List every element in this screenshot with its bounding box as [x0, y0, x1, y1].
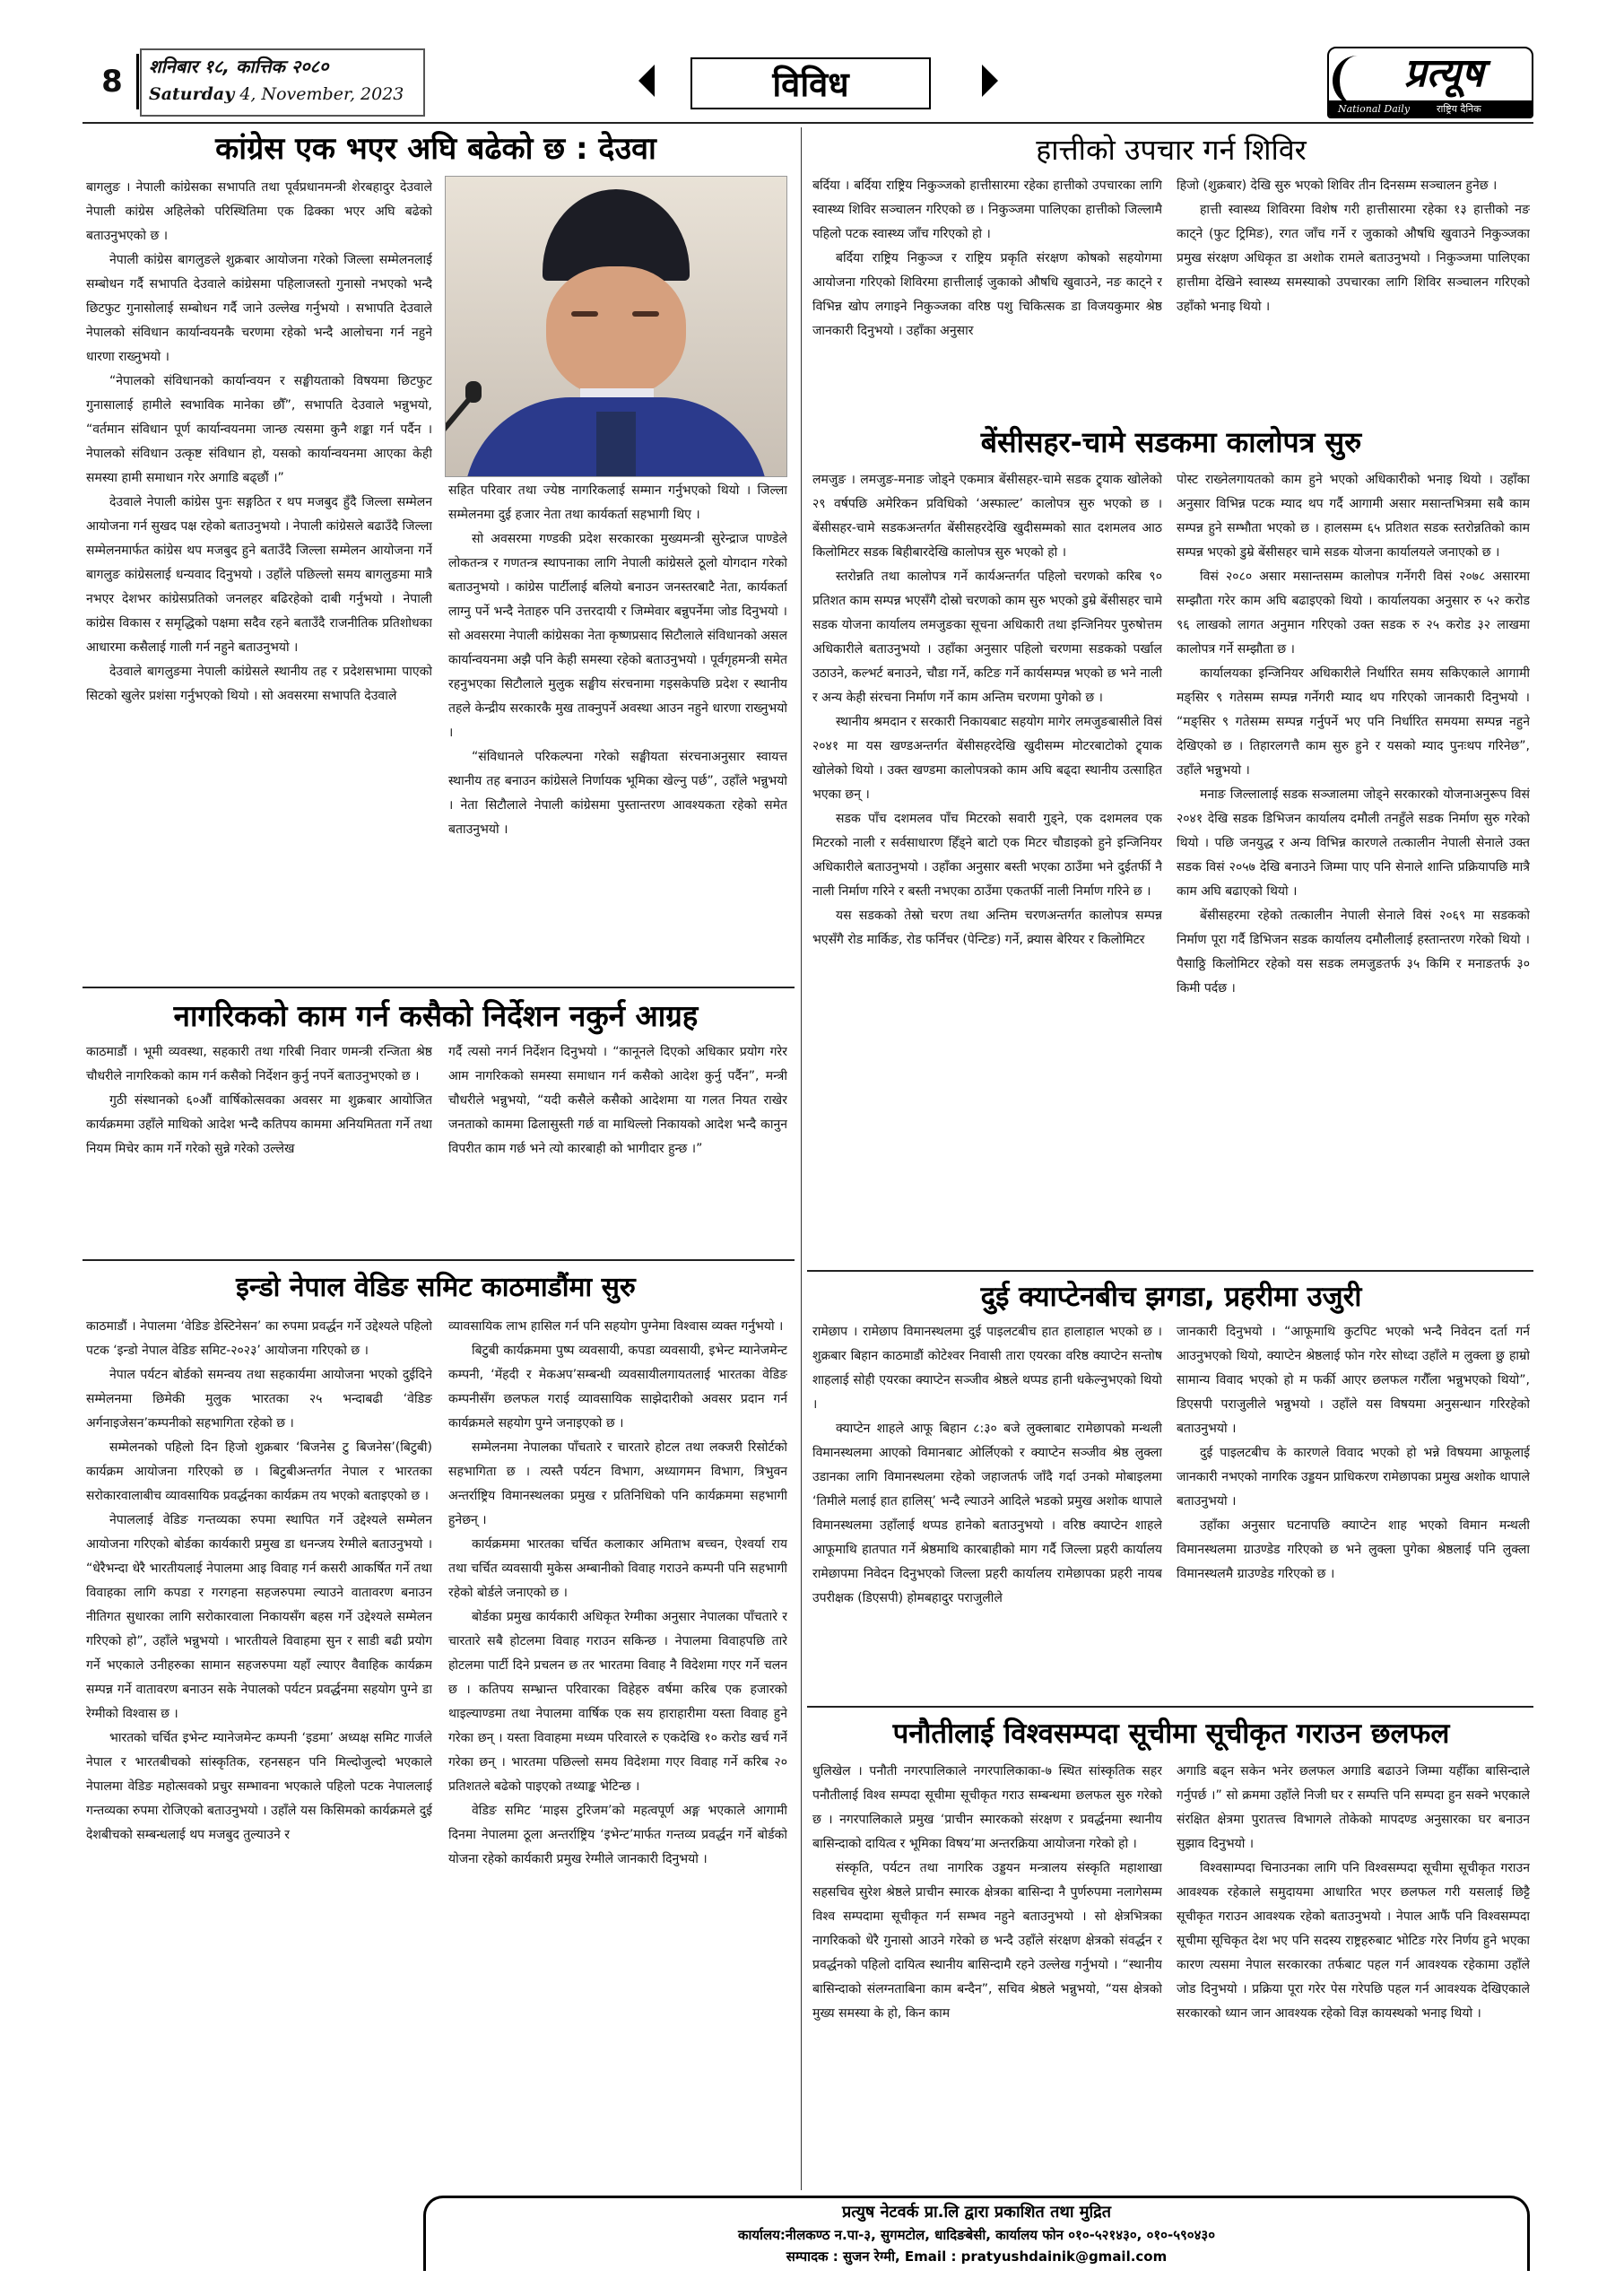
- wedding-col2: व्यावसायिक लाभ हासिल गर्न पनि सहयोग पुग्नेमा विश्वास व्यक्त गर्नुभयो । बिटुबी कार्यक्रममा पुष्प व्यवसायी, कपडा व्यवसायी, इभेन्ट म्यानेजमेन्ट कम्पनी, ‘मेंहदी र मेकअप’सम्बन्धी व्यवसायीलगायतलाई भारतका वेडिङ कम्पनीसँग छलफल गराई व्यावसायिक साझेदारीको अवसर प्रदान गर्न कार्यक्रमले सहयोग पुग्ने जनाइएको छ । सम्मेलनमा नेपालका पाँचतारे र चारतारे होटल तथा लक्जरी रिसोर्टको सहभागिता छ । त्यस्तै पर्यटन विभाग, अध्यागमन विभाग, त्रिभुवन अन्तर्राष्ट्रिय विमानस्थलका प्रमुख र प्रतिनिधिको पनि कार्यक्रममा सहभागी हुनेछन् । कार्यक्रममा भारतका चर्चित कलाकार अमिताभ बच्चन, ऐश्वर्या राय तथा चर्चित व्यवसायी मुकेस अम्बानीको विवाह गराउने कम्पनी पनि सहभागी रहेको बोर्डले जनाएको छ । बोर्डका प्रमुख कार्यकारी अधिकृत रेग्मीका अनुसार नेपालका पाँचतारे र चारतारे सबै होटलमा विवाह गराउन सकिन्छ । नेपालमा विवाहपछि तारे होटलमा पार्टी दिने प्रचलन छ तर भारतमा विवाह नै विदेशमा गएर गर्ने चलन छ । कतिपय सम्भ्रान्त परिवारका विहेहरु वर्षमा करिब एक हजारको थाइल्याण्डमा तथा नेपालमा वार्षिक एक सय हाराहारीमा यस्ता विवाह हुने गरेका छन् । यस्ता विवाहमा मध्यम परिवारले रु एकदेखि १० करोड खर्च गर्ने गरेका छन् । भारतमा पछिल्लो समय विदेशमा गएर विवाह गर्ने करिब २० प्रतिशतले बढेको पाइएको तथ्याङ्क भेटिन्छ । वेडिङ समिट ‘माइस टुरिजम’को महत्वपूर्ण अङ्ग भएकाले आगामी दिनमा नेपालमा ठूला अन्तर्राष्ट्रिय ‘इभेन्ट’मार्फत गन्तव्य प्रवर्द्धन गर्ने बोर्डको योजना रहेको कार्यकारी प्रमुख रेग्मीले जानकारी दिनुभयो ।: [448, 1319, 787, 1866]
- besisahar-col2: पोस्ट राख्नेलगायतको काम हुने भएको अधिकारीको भनाइ थियो । उहाँका अनुसार विभिन्न पटक म्याद थप गर्दै आगामी असार मसान्तभित्रमा सबै काम सम्पन्न हुने सम्भौता भएको छ । हालसम्म ६५ प्रतिशत सडक स्तरोन्नतिको काम सम्पन्न भएको डुम्रे बेंसीसहर चामे सडक योजना कार्यालयले जनाएको छ । विसं २०८० असार मसान्तसम्म कालोपत्र गर्नेगरी विसं २०७८ असारमा सम्झौता गरेर काम अघि बढाइएको थियो । कार्यालयका अनुसार रु ५२ करोड ९६ लाखको लागत अनुमान गरिएको उक्त सडक रु २५ करोड ३२ लाखमा कालोपत्र गर्ने सम्झौता छ । कार्यालयका इन्जिनियर अधिकारीले निर्धारित समय सकिएकाले आगामी मङ्सिर ९ गतेसम्म सम्पन्न गर्नेगरी म्याद थप गरिएको जानकारी दिनुभयो । “मङ्सिर ९ गतेसम्म सम्पन्न गर्नुपर्ने भए पनि निर्धारित समयमा सम्पन्न नहुने देखिएको छ । तिहारलगत्तै काम सुरु हुने र यसको म्याद पुनःथप गरिनेछ”, उहाँले भन्नुभयो । मनाङ जिल्लालाई सडक सञ्जालमा जोड्ने सरकारको योजनाअनुरूप विसं २०४१ देखि सडक डिभिजन कार्यालय दमौली तनहुँले सडक निर्माण सुरु गरेको थियो । पछि जनयुद्ध र अन्य विभिन्न कारणले तत्कालीन नेपाली सेनाले उक्त सडक विसं २०५७ देखि बनाउने जिम्मा पाए पनि सेनाले शान्ति प्रक्रियापछि मात्रै काम अघि बढाएको थियो । बेंसीसहरमा रहेको तत्कालीन नेपाली सेनाले विसं २०६९ मा सडकको निर्माण पूरा गर्दै डिभिजन सडक कार्यालय दमौलीलाई हस्तान्तरण गरेको थियो । पैसाठ्ठि किलोमिटर रहेको यस सडक लमजुङतर्फ ३५ किमि र मनाङतर्फ ३० किमी पर्दछ ।: [1177, 473, 1530, 996]
- footer-address: कार्यालय:नीलकण्ठ न.पा-३, सुगमटोल, धादिङबेसी, कार्यालय फोन ०१०-५२१४३०, ०१०-५९०४३०: [738, 2227, 1215, 2243]
- besisahar-headline: बेंसीसहर-चामे सडकमा कालोपत्र सुरु: [980, 425, 1362, 459]
- panauti-col1: धुलिखेल । पनौती नगरपालिकाले नगरपालिकाका-७ स्थित सांस्कृतिक सहर पनौतीलाई विश्व सम्पदा सूचीमा सूचीकृत गराउ सम्बन्धमा छलफल सुरु गरेको छ । नगरपालिकाले प्रमुख ‘प्राचीन स्मारकको संरक्षण र प्रवर्द्धनमा स्थानीय बासिन्दाको दायित्व र भूमिका विषय’मा अन्तरक्रिया आयोजना गरेको हो । संस्कृति, पर्यटन तथा नागरिक उड्डयन मन्त्रालय संस्कृति महाशाखा सहसचिव सुरेश श्रेष्ठले प्राचीन स्मारक क्षेत्रका बासिन्दा नै पुर्णरुपमा नलागेसम्म विश्व सम्पदामा सूचीकृत गर्न सम्भव नहुने बताउनुभयो । सो क्षेत्रभित्रका नागरिकको धेरै गुनासो आउने गरेको छ भन्दै उहाँले संरक्षण क्षेत्रको संवर्द्धन र प्रवर्द्धनको पहिलो दायित्व स्थानीय बासिन्दामै रहने उल्लेख गर्नुभयो । “स्थानीय बासिन्दाको संलग्नताबिना काम बन्दैन”, सचिव श्रेष्ठले भन्नुभयो, “यस क्षेत्रको मुख्य समस्या के हो, किन काम: [812, 1764, 1162, 2021]
- masthead: [83, 47, 1533, 118]
- date-nepali: शनिबार १८, कात्तिक २०८०: [149, 56, 329, 77]
- wedding-col1: काठमाडौं । नेपालमा ‘वेडिङ डेस्टिनेसन’ का रुपमा प्रवर्द्धन गर्ने उद्देश्यले पहिलो पटक ‘इन्डो नेपाल वेडिङ समिट-२०२३’ आयोजना गरिएको छ । नेपाल पर्यटन बोर्डको समन्वय तथा सहकार्यमा आयोजना भएको दुईदिने सम्मेलनमा छिमेकी मुलुक भारतका २५ भन्दाबढी ‘वेडिङ अर्गनाइजेसन’कम्पनीको सहभागिता रहेको छ । सम्मेलनको पहिलो दिन हिजो शुक्रबार ‘बिजनेस टु बिजनेस’(बिटुबी) कार्यक्रम आयोजना गरिएको छ । बिटुबीअन्तर्गत नेपाल र भारतका सरोकारवालाबीच व्यावसायिक प्रवर्द्धनका कार्यक्रम तय भएको बताइएको छ । नेपाललाई वेडिङ गन्तव्यका रुपमा स्थापित गर्ने उद्देश्यले सम्मेलन आयोजना गरिएको बोर्डका कार्यकारी प्रमुख डा धनन्जय रेग्मीले बताउनुभयो । “धेरैभन्दा धेरै भारतीयलाई नेपालमा आइ विवाह गर्न कसरी आकर्षित गर्ने तथा विवाहका लागि कपडा र गरगहना सहजरुपमा ल्याउने वातावरण बनाउन नीतिगत सुधारका लागि सरोकारवाला निकायसँग बहस गर्ने उद्देश्यले सम्मेलन गरिएको हो”, उहाँले भन्नुभयो । भारतीयले विवाहमा सुन र साडी बढी प्रयोग गर्ने भएकाले उनीहरुका सामान सहजरुपमा यहाँ ल्याएर वैवाहिक कार्यक्रम सम्पन्न गर्ने वातावरण बनाउन सके नेपालको पर्यटन प्रवर्द्धनमा सहयोग पुग्ने डा रेग्मीको विश्वास छ । भारतको चर्चित इभेन्ट म्यानेजमेन्ट कम्पनी ‘इडमा’ अध्यक्ष समिट गार्जले नेपाल र भारतबीचको सांस्कृतिक, रहनसहन पनि मिल्दोजुल्दो भएकाले नेपालमा वेडिङ महोत्सवको प्रचुर सम्भावना भएकाले पहिलो पटक नेपाललाई गन्तव्यका रुपमा रोजिएको बताउनुभयो । उहाँले यस किसिमको कार्यक्रमले दुई देशबीचको सम्बन्धलाई थप मजबुद तुल्याउने र: [86, 1319, 432, 1842]
- hatti-col2: हिजो (शुक्रबार) देखि सुरु भएको शिविर तीन दिनसम्म सञ्चालन हुनेछ । हात्ती स्वास्थ्य शिविरमा विशेष गरी हात्तीसारमा रहेका १३ हात्तीको नङ काट्ने (फुट ट्रिमिङ), रगत जाँच गर्ने र जुकाको औषधि खुवाउने निकुञ्जका प्रमुख संरक्षण अधिकृत डा अशोक रामले बताउनुभयो । निकुञ्जमा पालिएका हात्तीमा देखिने स्वास्थ्य समस्याको उपचारका लागि शिविर सञ्चालन गरिएको उहाँको भनाइ थियो ।: [1177, 178, 1530, 314]
- logo-subtitle-np: राष्ट्रिय दैनिक: [1437, 103, 1481, 115]
- footer-publisher: प्रत्युष नेटवर्क प्रा.लि द्वारा प्रकाशित तथा मुद्रित: [842, 2203, 1111, 2222]
- date-box: [140, 48, 425, 117]
- deuba-headline: कांग्रेस एक भएर अघि बढेको छ : देउवा: [215, 131, 656, 167]
- captain-col2: जानकारी दिनुभयो । “आफूमाथि कुटपिट भएको भन्दै निवेदन दर्ता गर्न आउनुभएको थियो, क्याप्टेन श्रेष्ठलाई फोन गरेर सोध्दा उहाँले म लुक्ला छु हाम्रो सामान्य विवाद भएको हो म फर्की आएर छलफल गरौँला भन्नुभएको थियो”, डिएसपी पराजुलीले भन्नुभयो । उहाँले यस विषयमा अनुसन्धान गरिरहेको बताउनुभयो । दुई पाइलटबीच के कारणले विवाद भएको हो भन्ने विषयमा आफूलाई जानकारी नभएको नागरिक उड्डयन प्राधिकरण रामेछापका प्रमुख अशोक थापाले बताउनुभयो । उहाँका अनुसार घटनापछि क्याप्टेन शाह भएको विमान मन्थली विमानस्थलमा ग्राउण्डेड गरिएको छ भने लुक्ला पुगेका श्रेष्ठलाई पनि लुक्ला विमानस्थलमै ग्राउण्डेड गरिएको छ ।: [1177, 1325, 1530, 1581]
- nagarik-headline: नागरिकको काम गर्न कसैको निर्देशन नकुर्न आग्रह: [173, 998, 699, 1033]
- panauti-headline: पनौतीलाई विश्वसम्पदा सूचीमा सूचीकृत गराउन छलफल: [892, 1718, 1450, 1750]
- logo-title: प्रत्यूष: [1403, 50, 1484, 96]
- deuba-photo: [445, 176, 787, 477]
- nagarik-col2: गर्दै त्यसो नगर्न निर्देशन दिनुभयो । “कानूनले दिएको अधिकार प्रयोग गरेर आम नागरिकको समस्या समाधान गर्न कसैको आदेश कुर्नु पर्दैन”, मन्त्री चौधरीले भन्नुभयो, “यदी कसैले कसैको आदेशमा या गलत नियत राखेर जनताको काममा ढिलासुस्ती गर्छ वा माथिल्लो निकायको आदेश भन्दै कानुन विपरीत काम गर्छ भने त्यो कारबाही को भागीदार हुन्छ ।”: [448, 1045, 787, 1156]
- footer-editor-email: सम्पादक : सुजन रेग्मी, Email : pratyushdainik@gmail.com: [786, 2248, 1168, 2265]
- nagarik-col1: काठमाडौं । भूमी व्यवस्था, सहकारी तथा गरिबी निवार णमन्त्री रन्जिता श्रेष्ठ चौधरीले नागरिकको काम गर्न कसैको निर्देशन कुर्नु नपर्ने बताउनुभएको छ । गुठी संस्थानको ६०औं वार्षिकोत्सवका अवसर मा शुक्रबार आयोजित कार्यक्रममा उहाँले माथिको आदेश भन्दै कतिपय काममा अनियमितता गर्ने तथा नियम मिचेर काम गर्ने गरेको सुन्ने गरेको उल्लेख: [86, 1045, 432, 1156]
- captain-col1: रामेछाप । रामेछाप विमानस्थलमा दुई पाइलटबीच हात हालाहाल भएको छ । शुक्रबार बिहान काठमाडौं कोटेश्वर निवासी तारा एयरका वरिष्ठ क्याप्टेन सन्तोष शाहलाई सोही एयरका क्याप्टेन सञ्जीव श्रेष्ठले थप्पड हानी धकेल्नुभएको थियो । क्याप्टेन शाहले आफू बिहान ८:३० बजे लुक्लाबाट रामेछापको मन्थली विमानस्थलमा आएको विमानबाट ओर्लिएको र क्याप्टेन सञ्जीव श्रेष्ठ लुक्ला उडानका लागि विमानस्थलमा रहेको जहाजतर्फ जाँदै गर्दा उनको मोबाइलमा ‘तिमीले मलाई हात हालिस्’ भन्दै ल्याउने आदिले भडको प्रमुख अशोक थापाले विमानस्थलमा उहाँलाई थप्पड हानेको बताउनुभयो । वरिष्ठ क्याप्टेन शाहले आफूमाथि हातपात गर्ने श्रेष्ठमाथि कारबाहीको माग गर्दै जिल्ला प्रहरी कार्यालय रामेछापमा निवेदन दिनुभएको जिल्ला प्रहरी कार्यालय रामेछापका प्रहरी नायब उपरीक्षक (डिएसपी) होमबहादुर पराजुलीले: [812, 1325, 1162, 1605]
- newspaper-logo: [1327, 47, 1533, 118]
- wedding-headline: इन्डो नेपाल वेडिङ समिट काठमाडौंमा सुरु: [236, 1272, 636, 1303]
- section-next-arrow-icon[interactable]: [982, 65, 998, 97]
- panauti-col2: अगाडि बढ्न सकेन भनेर छलफल अगाडि बढाउने जिम्मा यहीँका बासिन्दाले गर्नुपर्छ ।” सो क्रममा उहाँले निजी घर र सम्पत्ति पनि सम्पदा हुन सक्ने भएकाले संरक्षित क्षेत्रमा पुरातत्त्व विभागले तोकेको मापदण्ड अनुसारका घर बनाउन सुझाव दिनुभयो । विश्वसाम्पदा चिनाउनका लागि पनि विश्वसम्पदा सूचीमा सूचीकृत गराउन आवश्यक रहेकाले समुदायमा आधारित भएर छलफल गरी यसलाई छिट्टै सूचीकृत गराउन आवश्यक रहेको बताउनुभयो । नेपाल आफैं पनि विश्वसम्पदा सूचीमा सूचिकृत देश भए पनि सदस्य राष्ट्रहरुबाट भोटिङ गरेर निर्णय हुने भएका कारण त्यसमा नेपाल सरकारका तर्फबाट पहल गर्न आवश्यक रहेकामा उहाँले जोड दिनुभयो । प्रक्रिया पूरा गरेर पेस गरेपछि पहल गर्न आवश्यक देखिएकाले सरकारको ध्यान जान आवश्यक रहेको विज्ञ कायस्थको भनाइ थियो ।: [1177, 1764, 1530, 2021]
- imprint-footer: [423, 2196, 1530, 2271]
- deuba-col2: सहित परिवार तथा ज्येष्ठ नागरिकलाई सम्मान गर्नुभएको थियो । जिल्ला सम्मेलनमा दुई हजार नेता तथा कार्यकर्ता सहभागी थिए । सो अवसरमा गण्डकी प्रदेश सरकारका मुख्यमन्त्री सुरेन्द्राज पाण्डेले लोकतन्त्र र गणतन्त्र स्थापनाका लागि नेपाली कांग्रेसले ठूलो योगदान गरेको बताउनुभयो । कांग्रेस पार्टीलाई बलियो बनाउन जनस्तरबाटै नेता, कार्यकर्ता लाग्नु पर्ने भन्दै नेताहरु पनि उत्तरदायी र जिम्मेवार बन्नुपर्नेमा जोड दिनुभयो । सो अवसरमा नेपाली कांग्रेसका नेता कृष्णप्रसाद सिटौलाले संविधानको असल कार्यान्वयनमा अझै पनि केही समस्या रहेको बताउनुभयो । पूर्वगृहमन्त्री समेत रहनुभएका सिटौलाले मुलुक सङ्घीय संरचनामा गइसकेपछि प्रदेश र स्थानीय तहले केन्द्रीय सरकारकै मुख ताक्नुपर्ने अवस्था आउन नहुने धारणा राख्नुभयो । “संविधानले परिकल्पना गरेको सङ्घीयता संरचनाअनुसार स्वायत्त स्थानीय तह बनाउन कांग्रेसले निर्णायक भूमिका खेल्नु पर्छ”, उहाँले भन्नुभयो । नेता सिटौलाले नेपाली कांग्रेसमा पुस्तान्तरण आवश्यकता रहेको समेत बताउनुभयो ।: [448, 483, 787, 837]
- logo-subtitle-en: National Daily: [1338, 103, 1411, 115]
- section-label: विविध: [772, 65, 849, 104]
- date-english: 4, November, 2023: [239, 84, 404, 104]
- section-label-box: [690, 57, 931, 109]
- hatti-col1: बर्दिया । बर्दिया राष्ट्रिय निकुञ्जको हात्तीसारमा रहेका हात्तीको उपचारका लागि स्वास्थ्य शिविर सञ्चालन गरिएको छ । निकुञ्जमा पालिएका हात्तीको जिल्लामै पहिलो पटक स्वास्थ्य जाँच गरिएको हो । बर्दिया राष्ट्रिय निकुञ्ज र राष्ट्रिय प्रकृति संरक्षण कोषको सहयोगमा आयोजना गरिएको शिविरमा हात्तीलाई जुकाको औषधि खुवाउने, नङ काट्ने र विभिन्न खोप लगाइने निकुञ्जका वरिष्ठ पशु चिकित्सक डा विजयकुमार श्रेष्ठ जानकारी दिनुभयो । उहाँका अनुसार: [812, 178, 1162, 338]
- deuba-col1: बागलुङ । नेपाली कांग्रेसका सभापति तथा पूर्वप्रधानमन्त्री शेरबहादुर देउवाले नेपाली कांग्रेस अहिलेको परिस्थितिमा एक ढिक्का भएर अघि बढेको बताउनुभएको छ । नेपाली कांग्रेस बागलुङले शुक्रबार आयोजना गरेको जिल्ला सम्मेलनलाई सम्बोधन गर्दै सभापति देउवाले कांग्रेसमा पहिलाजस्तो गुनासो नभएको भन्दै छिटफुट गुनासोलाई सम्बोधन गर्दै जाने उल्लेख गर्नुभयो । सभापति देउवाले नेपालको संविधान कार्यान्वयनकै चरणमा रहेको भन्दै आलोचना गर्न नहुने धारणा राख्नुभयो । “नेपालको संविधानको कार्यान्वयन र सङ्घीयताको विषयमा छिटफुट गुनासालाई हामीले स्वभाविक मानेका छौँ”, सभापति देउवाले भन्नुभयो, “वर्तमान संविधान पूर्ण कार्यान्वयनमा जान्छ त्यसमा कुनै शङ्का गर्न पर्दैन । नेपालको संविधान उत्कृष्ट संविधान हो, यसको कार्यान्वयनमा आएका केही समस्या हामी समाधान गरेर अगाडि बढ्छौं ।” देउवाले नेपाली कांग्रेस पुनः सङ्गठित र थप मजबुद हुँदै जिल्ला सम्मेलन आयोजना गर्न सुखद पक्ष रहेको बताउनुभयो । नेपाली कांग्रेसले बढाउँदै जिल्ला सम्मेलनमार्फत कांग्रेस थप मजबुद हुने बताउँदै जिल्ला सम्मेलन आयोजना गर्ने बागलुङ कांग्रेसलाई धन्यवाद दिनुभयो । उहाँले पछिल्लो समय बागलुङमा मात्रै नभएर देशभर कांग्रेसप्रतिको जनलहर बढिरहेको दाबी गर्नुभयो । नेपाली कांग्रेस विकास र समृद्धिको पक्षमा सदैव रहने बताउँदै राजनीतिक प्रतिशोधका आधारमा कसैलाई गाली गर्न नहुने बताउनुभयो । देउवाले बागलुङमा नेपाली कांग्रेसले स्थानीय तह र प्रदेशसभामा पाएको सिटको खुलेर प्रशंसा गर्नुभएको थियो । सो अवसरमा सभापति देउवाले: [86, 180, 432, 703]
- besisahar-col1: लमजुङ । लमजुङ-मनाङ जोड्ने एकमात्र बेंसीसहर-चामे सडक ट्र्याक खोलेको २९ वर्षपछि अमेरिकन प्रविधिको ‘अस्फाल्ट’ कालोपत्र सुरु भएको छ । बेंसीसहर-चामे सडकअन्तर्गत बेंसीसहरदेखि खुदीसम्मको सात दशमलव आठ किलोमिटर सडक बिहीबारदेखि कालोपत्र सुरु भएको हो । स्तरोन्नति तथा कालोपत्र गर्ने कार्यअन्तर्गत पहिलो चरणको करिब ९० प्रतिशत काम सम्पन्न भएसँगै दोस्रो चरणको काम सुरु भएको डुम्रे बेंसीसहर चामे सडक योजना कार्यालय लमजुङका सूचना अधिकारी तथा इन्जिनियर पुरुषोत्तम अधिकारीले बताउनुभयो । उहाँका अनुसार पहिलो चरणमा सडकको पर्खाल उठाउने, कल्भर्ट बनाउने, चौडा गर्ने, कटिङ गर्ने कार्यसम्पन्न भएको छ भने नाली र अन्य केही संरचना निर्माण गर्ने काम अन्तिम चरणमा पुगेको छ । स्थानीय श्रमदान र सरकारी निकायबाट सहयोग मागेर लमजुङबासीले विसं २०४१ मा यस खण्डअन्तर्गत बेंसीसहरदेखि खुदीसम्म मोटरबाटोको ट्र्याक खोलेको थियो । उक्त खण्डमा कालोपत्रको काम अघि बढ्दा स्थानीय उत्साहित भएका छन् । सडक पाँच दशमलव पाँच मिटरको सवारी गुड्ने, एक दशमलव एक मिटरको नाली र सर्वसाधारण हिँड्ने बाटो एक मिटर चौडाइको हुने इन्जिनियर अधिकारीले बताउनुभयो । उहाँका अनुसार बस्ती भएका ठाउँमा भने दुईतर्फी नै नाली निर्माण गरिने र बस्ती नभएका ठाउँमा एकतर्फी नाली निर्माण गरिने छ । यस सडकको तेस्रो चरण तथा अन्तिम चरणअन्तर्गत कालोपत्र सम्पन्न भएसँगै रोड मार्किङ, रोड फर्निचर (पेन्टिङ) गर्ने, क्र्यास बेरियर र किलोमिटर: [812, 473, 1162, 947]
- section-prev-arrow-icon[interactable]: [638, 65, 655, 97]
- page-number: 8: [101, 64, 123, 100]
- hatti-headline: हात्तीको उपचार गर्न शिविर: [1036, 133, 1307, 167]
- captain-headline: दुई क्याप्टेनबीच झगडा, प्रहरीमा उजुरी: [980, 1281, 1362, 1313]
- date-english-day: Saturday: [149, 84, 235, 104]
